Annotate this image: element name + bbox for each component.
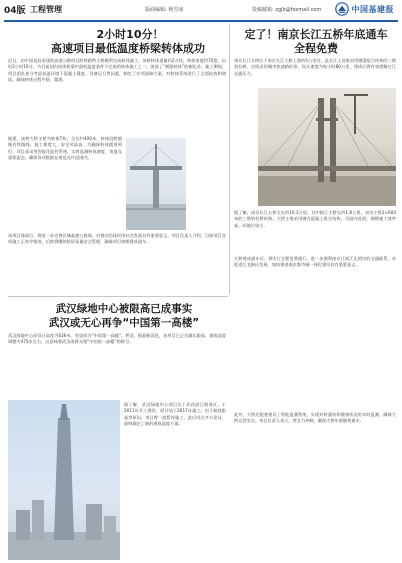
article-1-paragraph-1: 近日，由中国某局承建的高速公路项目跨铁路特大桥顺利完成转体施工。该桥转体重量约2万吨，转体角度约70度，历时2小时10分，为目前国内同类桥梁中最低温度条件下完成的转体施工之一，创造了“极限转体”的新纪录。施工期间，项目团队充分考虑低温环境下混凝土强度、设备运行等因素，制定了专项保障方案，对转体系统进行了全面检查和调试，确保转体过程平稳、精准。 — [8, 58, 226, 82]
article-3-paragraph-2: 据了解，武汉绿地中心项目位于武昌滨江商务区，于2011年开工建设，原计划于2017年竣工。由于航线限高等原因，项目曾一度暂停施工，此后经过多方论证，最终确定了新的建筑高度方案。 — [124, 402, 226, 426]
article-3-title-line-2: 武汉或无心再争“中国第一高楼” — [48, 317, 200, 329]
article-2-paragraph-1: 南京长江五桥位于南京长江大桥上游约5公里处，是长江上首座采用钢混组合结构的三塔斜拉桥。全线采用城市快速路标准，设计速度为每小时80公里，建成后将有效缓解过江交通压力。 — [234, 58, 396, 76]
article-3-title-line-1: 武汉绿地中心被限高已成事实 — [55, 303, 193, 315]
article-1-paragraph-3: 该项目建成后，将进一步完善区域高速公路网，对推动沿线经济社会发展具有重要意义。项目负责人介绍，目前项目各项施工正有序推进，后续将继续抓好质量安全管理，确保项目按期建成通车。 — [8, 233, 226, 245]
page-header — [0, 0, 402, 22]
article-1-paragraph-2: 据悉，该特大桥主桥为转体T构，全长约400米，转体段跨越既有铁路线，施工难度大、安全风险高。为确保转体精准到位，项目部采用智能化监控系统，实时监测转体速度、角度及梁体姿态，确保各项数据在规范允许范围内。 — [8, 136, 122, 160]
newspaper-logo — [335, 2, 395, 16]
article-3-paragraph-1: 武汉绿地中心原设计高度为636米，有望成为“中国第一高楼”。然而，据最新消息，该项目已正式确认限高，建筑高度调整为475米左右，这意味着武汉或将无缘“中国第一高楼”的称号。 — [8, 333, 226, 345]
column-divider — [229, 24, 230, 294]
header-rule — [4, 20, 398, 22]
page-number: 04版 — [4, 6, 26, 16]
logo-text: 中国基建报 — [351, 4, 394, 14]
article-2-title-line-1: 定了！南京长江五桥年底通车 — [244, 28, 388, 41]
logo-icon — [335, 2, 349, 16]
article-1-title-line-2: 高速项目最低温度桥梁转体成功 — [51, 42, 205, 55]
article-2-paragraph-2: 据了解，南京长江五桥全长约10.3公里，其中跨江主桥长约1.8公里，采用主跨2×600米的三塔斜拉桥结构。大桥主塔采用钢壳混凝土组合结构，为国内首创，钢塔施工效率高，环境污染小。 — [234, 210, 396, 228]
skyscraper-photo — [8, 400, 120, 560]
article-separator — [8, 296, 228, 297]
article-1-title-line-1: 2小时10分！ — [96, 28, 164, 41]
article-2-paragraph-3: 大桥建成通车后，将实行全程免费通行，进一步便利南京江南江北两岸的交通联系，对促进江北新区发展、加快推进南京都市圈一体化建设具有重要意义。 — [234, 256, 396, 268]
article-2-title-line-2: 全程免费 — [294, 42, 338, 55]
editor-line: 版面编辑: 杨雪丽 — [145, 7, 184, 13]
email-line: 投稿邮箱: zgjb@foxmail.com — [252, 7, 322, 13]
bridge-rotation-photo — [126, 138, 186, 230]
section-title: 工程管理 — [30, 5, 62, 14]
bridge-under-construction-photo — [258, 88, 396, 206]
article-2-paragraph-4: 此外，大桥还配套建设了智能监测系统，实现对桥梁结构健康状况的实时监测，确保大桥运营安全。项目负责人表示，将全力冲刺，确保大桥年底顺利通车。 — [234, 412, 396, 424]
